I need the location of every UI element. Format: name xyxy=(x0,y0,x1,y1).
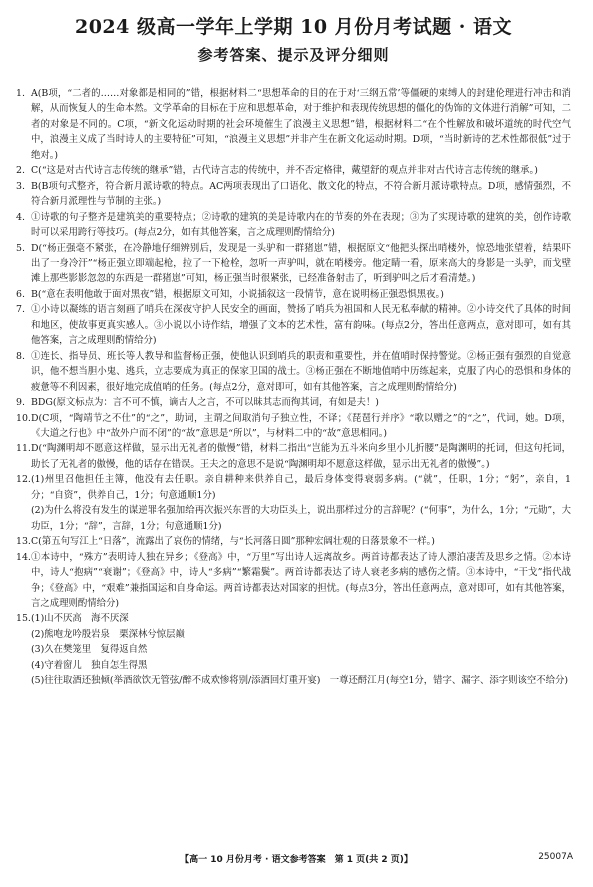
answer-text: C(第五句写江上“日落”，流露出了哀伤的情绪，与“长河落日圆”那种宏阔壮观的日落景象不一样。) xyxy=(31,536,435,548)
answer-text: ①小诗以凝练的语言刻画了哨兵在深夜守护人民安全的画面，赞扬了哨兵为祖国和人民无私奉献的精神。②小诗交代了具体的时间和地区，使故事更真实感人。③小说以小诗作结，增强了文本的艺术性，富有韵味。(每点2分，答出任意两点，意对即可，如有其他答案，言之成理则酌情给分) xyxy=(31,304,571,347)
answer-text: (3)久在樊笼里 复得返自然 xyxy=(31,644,148,656)
answer-item xyxy=(16,210,571,241)
answer-item xyxy=(16,302,571,348)
answer-number: 10. xyxy=(16,412,31,424)
answer-text: A(B项，“二者的……对象都是相同的”错，根据材料二“思想革命的目的在于对‘三纲五常’等僵硬的束缚人的封建伦理进行冲击和消解，从而恢复人的生命本然。文学革命的目标在于应和思想革命，对于维护和表现传统思想的僵化的伪饰的文体进行消解”可知，二者的对象是不同的。C项，“新文化运动时期的社会环境催生了浪漫主义思想”错，根据材料二“在个性解放和破坏道统的时代空气中，浪漫主义成了当时诗人的主要特征”可知，“浪漫主义思想”并非产生在新文化运动时期。D项，“当时新诗的艺术性都很低”过于绝对。) xyxy=(31,88,571,161)
answer-number: 11. xyxy=(16,443,31,455)
answer-number: 5. xyxy=(16,242,25,254)
answer-item xyxy=(16,163,571,178)
answer-text: (1)山不厌高 海不厌深 xyxy=(31,613,129,625)
answer-item xyxy=(16,441,571,472)
answer-text: (5)往往取酒还独倾(举酒欲饮无管弦/醉不成欢惨将别/添酒回灯重开宴) 一尊还酹江月(每空1分，错字、漏字、添字则该空不给分) xyxy=(31,675,569,687)
answer-text: (1)州里召他担任主簿，他没有去任职。亲自耕种来供养自己，最后身体变得衰弱多病。(“就”，任职，1分；“躬”，亲自，1分；“自资”，供养自己，1分；句意通顺1分) xyxy=(31,474,571,501)
answer-item xyxy=(16,86,571,163)
answer-list xyxy=(16,86,571,689)
answer-item xyxy=(16,550,571,612)
answer-number: 12. xyxy=(16,474,31,486)
answer-subitem xyxy=(16,642,571,657)
answer-text: D(“陶渊明却不愿意这样做，显示出无礼者的傲慢”错，材料二指出“岂能为五斗米向乡里小儿折腰”是陶渊明的托词，但这句托词，助长了无礼者的傲慢，他的话存在错误。王夫之的意思不是说“陶渊明却不愿意这样做，显示出无礼者的傲慢”。) xyxy=(31,443,571,470)
answer-number: 9. xyxy=(16,397,25,409)
footer-page-info: 【高一 10 月份月考 · 语文参考答案 第 1 页(共 2 页)】 xyxy=(180,855,413,865)
answer-number: 15. xyxy=(16,613,31,625)
answer-text: D(C项，“陶靖节之不仕”的“之”，助词，主谓之间取消句子独立性，不译；《琵琶行并序》“歌以赠之”的“之”，代词，她。D项，《大道之行也》中“故外户而不闭”的“故”意思是“所以”，与材料二中的“故”意思相同。) xyxy=(31,412,571,439)
answer-number: 13. xyxy=(16,536,31,548)
answer-subitem xyxy=(16,658,571,673)
answer-item xyxy=(16,241,571,287)
answer-text: C(“这是对古代诗言志传统的继承”错，古代诗言志的传统中，并不否定格律，戴望舒的观点并非对古代诗言志传统的继承。) xyxy=(31,165,538,177)
answer-text: B(B项句式整齐，符合新月派诗歌的特点。AC两项表现出了口语化、散文化的特点，不符合新月派诗歌特点。D项，感情强烈，不符合新月派理性与节制的主张。) xyxy=(31,180,571,208)
answer-number: 3. xyxy=(16,180,25,192)
answer-number: 8. xyxy=(16,350,25,362)
answer-item xyxy=(16,287,571,302)
footer-code: 25007A xyxy=(538,852,573,862)
answer-item xyxy=(16,395,571,410)
answer-number: 1. xyxy=(16,88,25,99)
page-footer xyxy=(0,852,593,868)
answer-text: (4)守着窗儿 独自怎生得黑 xyxy=(31,659,148,671)
answer-item xyxy=(16,411,571,442)
answer-text: ①本诗中，“殊方”表明诗人独在异乡；《登高》中，“万里”写出诗人远离故乡。两首诗都表达了诗人漂泊凄苦及思乡之情。②本诗中，诗人“抱病”“衰谢”；《登高》中，诗人“多病”“繁霜鬓”。两首诗都表达了诗人衰老多病的感伤之情。③本诗中，“干戈”指代战争；《登高》中，“艰难”兼指国运和自身命运。两首诗都表达对国家的担忧。(每点3分，答出任意两点，意对即可，如有其他答案，言之成理则酌情给分) xyxy=(31,551,571,609)
answer-number: 14. xyxy=(16,551,31,563)
answer-number: 6. xyxy=(16,288,25,300)
answer-text: D(“杨正强毫不紧张，在冷静地仔细辨别后，发现是一头驴和一群猪崽”错，根据原文“他把头探出哨楼外，惊恐地张望着，结果吓出了一身冷汗”“杨正强立即端起枪，拉了一下枪栓，忽听一声驴叫，就在哨楼旁。他定睛一看，原来高大的身影是一头驴，而戈壁滩上那些影影忽忽的东西是一群猪崽”可知，杨正强当时很紧张，已经准备射击了，听到驴叫之后才看清楚。) xyxy=(31,242,571,285)
answer-text: ①连长、指导员、班长等人教导和监督杨正强，使他认识到哨兵的职责和重要性，并在值哨时保持警觉。②杨正强有强烈的自觉意识，他不想当胆小鬼、逃兵，立志要成为真正的保家卫国的战士。③杨正强在不断地值哨中历练起来，克服了内心的恐惧和身体的疲惫等不利因素，很好地完成值哨的任务。(每点2分，意对即可，如有其他答案，言之成理则酌情给分) xyxy=(31,350,571,393)
answer-text: (2)为什么将没有发生的谋逆罪名强加给再次振兴东晋的大功臣头上，说出那样过分的言辞呢？(“何事”，为什么，1分；“元勋”，大功臣，1分；“辞”，言辞，1分；句意通顺1分) xyxy=(31,505,571,532)
answer-item xyxy=(16,611,571,626)
answer-subitem xyxy=(16,503,571,534)
answer-item xyxy=(16,179,571,210)
answer-subitem xyxy=(16,627,571,642)
answer-item xyxy=(16,534,571,549)
answer-text: BDG(原文标点为：言不可不慎，谪古人之言，不可以昧其志而徇其词，有如是夫！) xyxy=(31,397,379,409)
answer-text: B(“意在表明他敢于面对黑夜”错，根据原文可知，小说插叙这一段情节，意在说明杨正强恐惧黑夜。) xyxy=(31,288,444,300)
answer-number: 4. xyxy=(16,211,25,223)
answer-text: ①诗歌的句子整齐是建筑美的重要特点；②诗歌的建筑的美是诗歌内在的节奏的外在表现；③为了实现诗歌的建筑的美，创作诗歌时可以采用跨行等技巧。(每点2分，如有其他答案，言之成理则酌情给分) xyxy=(31,211,571,239)
answer-text: (2)熊咆龙吟殷岩泉 栗深林兮惊层巅 xyxy=(31,628,185,640)
answer-item xyxy=(16,349,571,395)
page-subtitle: 参考答案、提示及评分细则 xyxy=(197,46,390,64)
answer-number: 7. xyxy=(16,304,25,316)
answer-subitem xyxy=(16,673,571,688)
answer-number: 2. xyxy=(16,165,25,177)
answer-item xyxy=(16,472,571,503)
page-title: 2024 级高一学年上学期 10 月份月考试题 · 语文 xyxy=(74,16,512,38)
